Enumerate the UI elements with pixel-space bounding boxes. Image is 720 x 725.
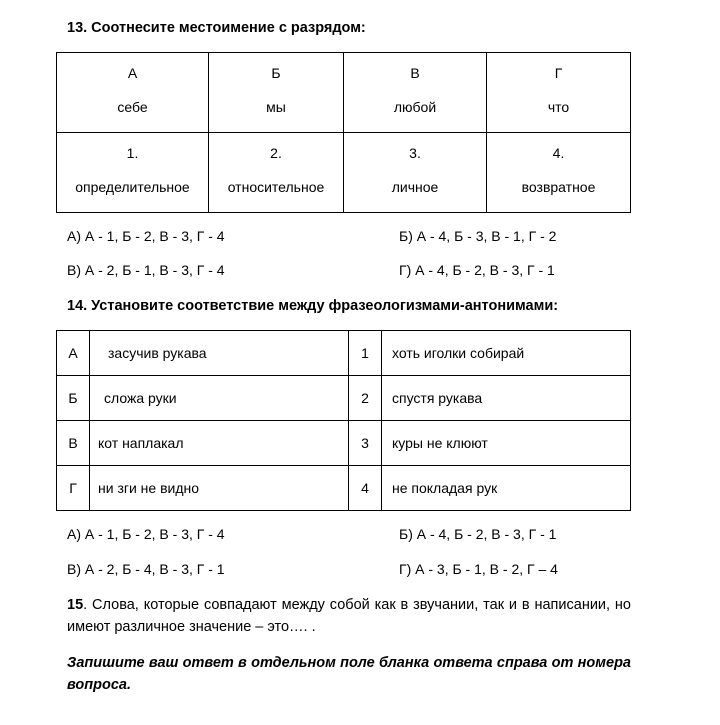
- idiom-left: засучив рукава: [90, 331, 349, 376]
- pronoun-word: себе: [117, 99, 148, 115]
- idiom-number: 2: [349, 376, 382, 421]
- answer-option-b: Б) А - 4, Б - 2, В - 3, Г - 1: [399, 526, 557, 542]
- idiom-number: 4: [349, 466, 382, 511]
- idiom-antonym-table: [56, 330, 631, 511]
- category-number: 2.: [270, 145, 282, 161]
- table-row: [57, 376, 631, 421]
- idiom-left: кот наплакал: [90, 421, 349, 466]
- category-name: определительное: [75, 179, 190, 195]
- idiom-key: Б: [57, 376, 90, 421]
- table-row: [57, 421, 631, 466]
- pronoun-word: мы: [266, 99, 286, 115]
- idiom-right: хоть иголки собирай: [382, 331, 631, 376]
- pronoun-word: что: [547, 99, 570, 115]
- answer-option-v: В) А - 2, Б - 1, В - 3, Г - 4: [67, 262, 225, 278]
- category-cell: [57, 133, 209, 213]
- answer-option-v: В) А - 2, Б - 4, В - 3, Г - 1: [67, 561, 225, 577]
- category-cell: [487, 133, 631, 213]
- question-15-body: . Слова, которые совпадают между собой как в звучании, так и в написании, но имеют различное значение – это…. .: [67, 597, 631, 635]
- category-cell: [344, 133, 487, 213]
- pronoun-cell: [344, 53, 487, 133]
- category-number: 1.: [126, 145, 139, 161]
- pronoun-cell: [57, 53, 209, 133]
- idiom-key: В: [57, 421, 90, 466]
- pronoun-letter: Б: [271, 65, 281, 81]
- idiom-right: не покладая рук: [382, 466, 631, 511]
- pronoun-letter: В: [410, 65, 420, 81]
- pronoun-word: любой: [393, 99, 437, 115]
- pronoun-letter: Г: [554, 65, 563, 81]
- category-name: личное: [391, 179, 439, 195]
- idiom-number: 1: [349, 331, 382, 376]
- question-15-number: 15: [67, 597, 84, 613]
- idiom-left: сложа руки: [90, 376, 349, 421]
- answer-option-g: Г) А - 4, Б - 2, В - 3, Г - 1: [399, 262, 555, 278]
- pronoun-category-table: [56, 52, 631, 213]
- idiom-right: куры не клюют: [382, 421, 631, 466]
- question-14-title: 14. Установите соответствие между фразеологизмами-антонимами:: [67, 298, 559, 314]
- idiom-left: ни зги не видно: [90, 466, 349, 511]
- table-row: [57, 331, 631, 376]
- category-name: возвратное: [521, 179, 596, 195]
- category-cell: [209, 133, 344, 213]
- idiom-number: 3: [349, 421, 382, 466]
- question-13-title: 13. Соотнесите местоимение с разрядом:: [67, 20, 366, 36]
- idiom-key: А: [57, 331, 90, 376]
- category-number: 3.: [409, 145, 421, 161]
- table-row: [57, 466, 631, 511]
- answer-option-b: Б) А - 4, Б - 3, В - 1, Г - 2: [399, 228, 557, 244]
- idiom-right: спустя рукава: [382, 376, 631, 421]
- idiom-key: Г: [57, 466, 90, 511]
- pronoun-cell: [209, 53, 344, 133]
- answer-option-g: Г) А - 3, Б - 1, В - 2, Г – 4: [399, 561, 558, 577]
- answer-option-a: А) А - 1, Б - 2, В - 3, Г - 4: [67, 526, 225, 542]
- category-number: 4.: [552, 145, 565, 161]
- answer-option-a: А) А - 1, Б - 2, В - 3, Г - 4: [67, 228, 225, 244]
- category-name: относительное: [227, 179, 325, 195]
- pronoun-cell: [487, 53, 631, 133]
- question-15-text: [67, 594, 631, 638]
- answer-instruction: Запишите ваш ответ в отдельном поле бланка ответа справа от номера вопроса.: [67, 655, 631, 693]
- pronoun-letter: А: [127, 65, 138, 81]
